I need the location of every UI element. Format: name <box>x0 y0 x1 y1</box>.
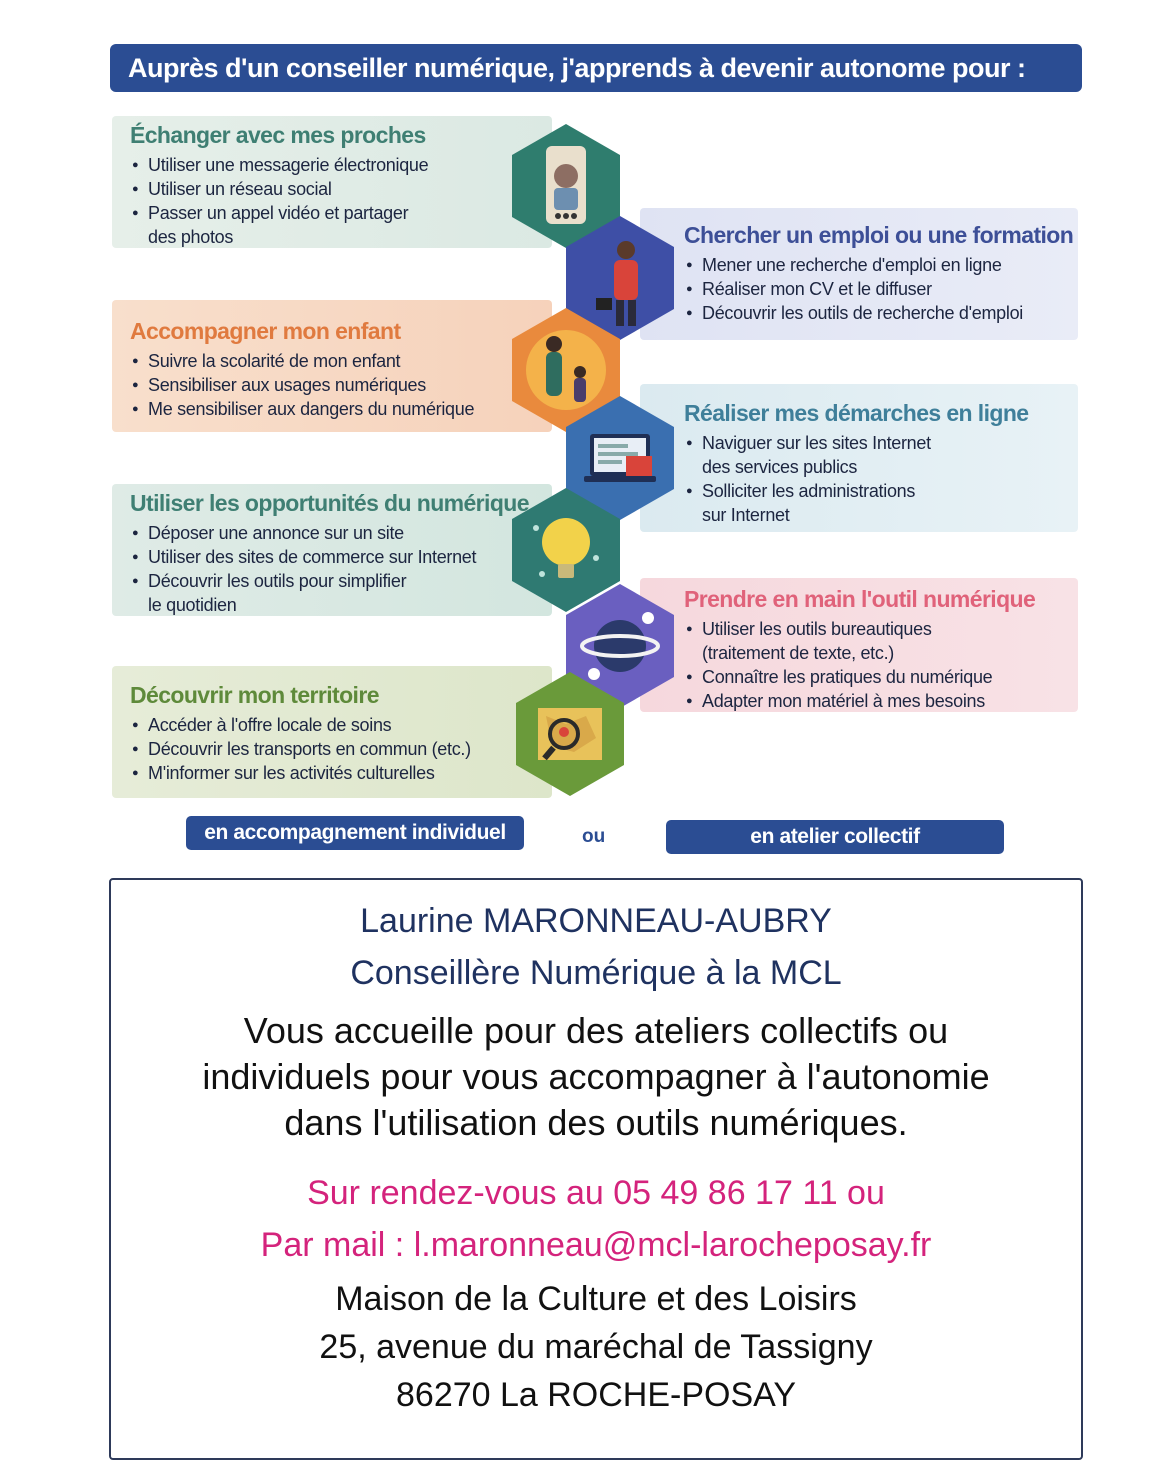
list-item: ● Me sensibiliser aux dangers du numérique <box>130 397 552 421</box>
card-admin <box>640 384 1078 532</box>
list-item-continuation: le quotidien <box>148 595 237 615</box>
list-item: ● Déposer une annonce sur un site <box>130 521 552 545</box>
description-line-3: dans l'utilisation des outils numériques. <box>284 1102 908 1143</box>
or-label: ou <box>582 826 606 847</box>
card-opportunities <box>112 484 552 616</box>
card-exchange <box>112 116 552 248</box>
list-item: ● Suivre la scolarité de mon enfant <box>130 349 552 373</box>
card-title: Chercher un emploi ou une formation <box>684 222 1074 248</box>
street-address: 25, avenue du maréchal de Tassigny <box>319 1328 873 1366</box>
list-item: ● Découvrir les outils de recherche d'emploi <box>684 301 1078 325</box>
advisor-role: Conseillère Numérique à la MCL <box>350 954 842 992</box>
phone-contact[interactable]: Sur rendez-vous au 05 49 86 17 11 ou <box>307 1174 885 1212</box>
card-tools <box>640 578 1078 712</box>
card-title: Échanger avec mes proches <box>130 122 426 148</box>
card-territory <box>112 666 552 798</box>
list-item: ● Découvrir les transports en commun (etc.) <box>130 737 552 761</box>
contact-box <box>109 878 1083 1460</box>
city-address: 86270 La ROCHE-POSAY <box>396 1376 796 1414</box>
venue-name: Maison de la Culture et des Loisirs <box>335 1280 857 1318</box>
card-job <box>640 208 1078 340</box>
list-item-continuation: des services publics <box>702 457 858 477</box>
list-item: ● Utiliser des sites de commerce sur Internet <box>130 545 552 569</box>
card-title: Réaliser mes démarches en ligne <box>684 400 1029 426</box>
list-item: ● Utiliser une messagerie électronique <box>130 153 552 177</box>
list-item: ● Découvrir les outils pour simplifier <box>130 569 552 593</box>
list-item: ● Réaliser mon CV et le diffuser <box>684 277 1078 301</box>
list-item: ● Connaître les pratiques du numérique <box>684 665 1078 689</box>
description-line-2: individuels pour vous accompagner à l'autonomie <box>202 1056 990 1097</box>
card-title: Prendre en main l'outil numérique <box>684 586 1036 612</box>
individual-support-badge: en accompagnement individuel <box>186 816 524 850</box>
card-title: Utiliser les opportunités du numérique <box>130 490 529 516</box>
description-line-1: Vous accueille pour des ateliers collectifs ou <box>243 1010 949 1051</box>
list-item: ● Utiliser un réseau social <box>130 177 552 201</box>
list-item-continuation: (traitement de texte, etc.) <box>702 643 894 663</box>
advisor-name: Laurine MARONNEAU-AUBRY <box>360 902 832 940</box>
list-item: ● Passer un appel vidéo et partager <box>130 201 552 225</box>
list-item: ● Accéder à l'offre locale de soins <box>130 713 552 737</box>
collective-workshop-badge: en atelier collectif <box>666 820 1004 854</box>
email-contact[interactable]: Par mail : l.maronneau@mcl-larocheposay.fr <box>260 1226 932 1264</box>
card-title: Accompagner mon enfant <box>130 318 401 344</box>
list-item-continuation: des photos <box>148 227 234 247</box>
list-item: ● Adapter mon matériel à mes besoins <box>684 689 1078 713</box>
header-banner: Auprès d'un conseiller numérique, j'apprends à devenir autonome pour : <box>110 44 1082 92</box>
list-item: ● Utiliser les outils bureautiques <box>684 617 1078 641</box>
card-title: Découvrir mon territoire <box>130 682 379 708</box>
list-item: ● Solliciter les administrations <box>684 479 1078 503</box>
list-item: ● Naviguer sur les sites Internet <box>684 431 1078 455</box>
card-child <box>112 300 552 432</box>
list-item: ● Mener une recherche d'emploi en ligne <box>684 253 1078 277</box>
list-item: ● M'informer sur les activités culturelles <box>130 761 552 785</box>
list-item: ● Sensibiliser aux usages numériques <box>130 373 552 397</box>
list-item-continuation: sur Internet <box>702 505 790 525</box>
